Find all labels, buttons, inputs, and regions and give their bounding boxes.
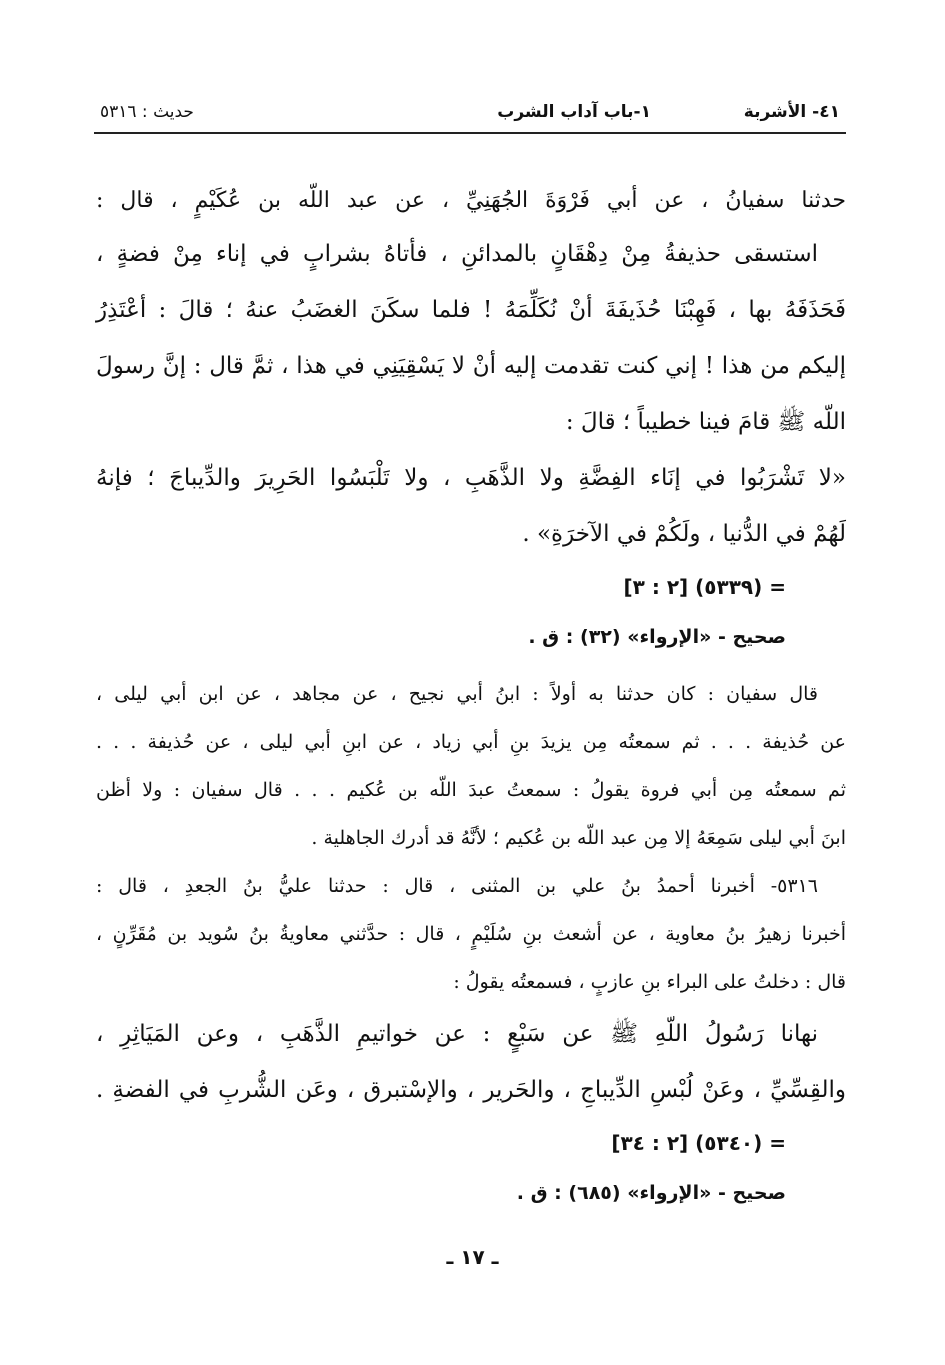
- running-header: [94, 96, 846, 134]
- page-number: ـ ١٧ ـ: [446, 1245, 499, 1269]
- hadith-grading: صحيح - «الإرواء» (٦٨٥) : ق .: [516, 1182, 786, 1204]
- text-line: ابنَ أبي ليلى سَمِعَهُ إلا مِن عبد اللّه بن عُكيم ؛ لأنَّهُ قد أدرك الجاهلية .: [311, 827, 846, 849]
- cross-reference: = (٥٣٤٠) [٢ : ٣٤]: [611, 1131, 786, 1155]
- text-line: قال سفيان : كان حدثنا به أولاً : ابنُ أبي نجيح ، عن مجاهد ، عن ابن أبي ليلى ،: [96, 683, 818, 705]
- text-line: ثم سمعتُه مِن أبي فروة يقولُ : سمعتُ عبدَ اللّه بن عُكيم . . . قال سفيان : ولا أظن: [96, 779, 846, 801]
- cross-reference: = (٥٣٣٩) [٢ : ٣]: [623, 575, 786, 599]
- main-text: [96, 176, 846, 1218]
- header-book-title: ٤١- الأشربة: [743, 102, 840, 122]
- text-line: عن حُذيفة . . . ثم سمعتُه مِن يزيدَ بنِ أبي زياد ، عن ابنِ أبي ليلى ، عن حُذيفة . . .: [96, 731, 846, 753]
- header-chapter-title: ١-باب آداب الشرب: [497, 102, 651, 122]
- header-hadith-number: حديث : ٥٣١٦: [100, 102, 194, 122]
- text-line: قال : دخلتُ على البراء بنِ عازبٍ ، فسمعتُه يقولُ :: [453, 971, 846, 993]
- text-line: أخبرنا زهيرُ بنُ معاوية ، عن أشعث بنِ سُلَيْمٍ ، قال : حدَّثني معاويةُ بنُ سُويد بن مُقَرِّنٍ ،: [96, 923, 846, 945]
- text-line: اللّه ﷺ قامَ فينا خطيباً ؛ قالَ :: [565, 409, 846, 435]
- text-line: فَحَذَفَهُ بها ، فَهِبْنَا حُذَيفَةَ أنْ نُكَلِّمَهُ ! فلما سكَنَ الغضَبُ عنهُ ؛ قالَ : أعْتَذِرُ: [96, 297, 846, 323]
- text-line: حدثنا سفيانُ ، عن أبي فَرْوَةَ الجُهَنِيِّ ، عن عبد اللّه بن عُكَيْمٍ ، قال :: [96, 188, 846, 213]
- text-line: والقِسِّيِّ ، وعَنْ لُبْسِ الدِّيباجِ ، والحَرير ، والإسْتبرق ، وعَن الشُّربِ في الفضةِ .: [96, 1077, 846, 1103]
- hadith-grading: صحيح - «الإرواء» (٣٢) : ق .: [528, 626, 786, 648]
- text-line: «لا تَشْرَبُوا في إنَاء الفِضَّةِ ولا الذَّهَبِ ، ولا تَلْبَسُوا الحَرِيرَ والدِّيباجَ ؛ فإنهُ: [96, 465, 846, 491]
- text-line: لَهُمْ في الدُّنيا ، ولَكُمْ في الآخرَةِ» .: [522, 521, 846, 547]
- text-line: استسقى حذيفةُ مِنْ دِهْقَانٍ بالمدائنِ ، فأتاهُ بشرابٍ في إناء مِنْ فضةٍ ،: [96, 241, 818, 267]
- text-line: إليكم من هذا ! إني كنت تقدمت إليه أنْ لا يَسْقِيَنِي في هذا ، ثمَّ قال : إنَّ رسولَ: [96, 353, 846, 379]
- text-line: نهانا رَسُولُ اللّهِ ﷺ عن سَبْعٍ : عن خواتيمِ الذَّهَبِ ، وعن المَيَاثِرِ ،: [96, 1021, 818, 1047]
- hadith-number-line: ٥٣١٦- أخبرنا أحمدُ بنُ علي بن المثنى ، قال : حدثنا عليُّ بنُ الجعدِ ، قال :: [96, 875, 818, 897]
